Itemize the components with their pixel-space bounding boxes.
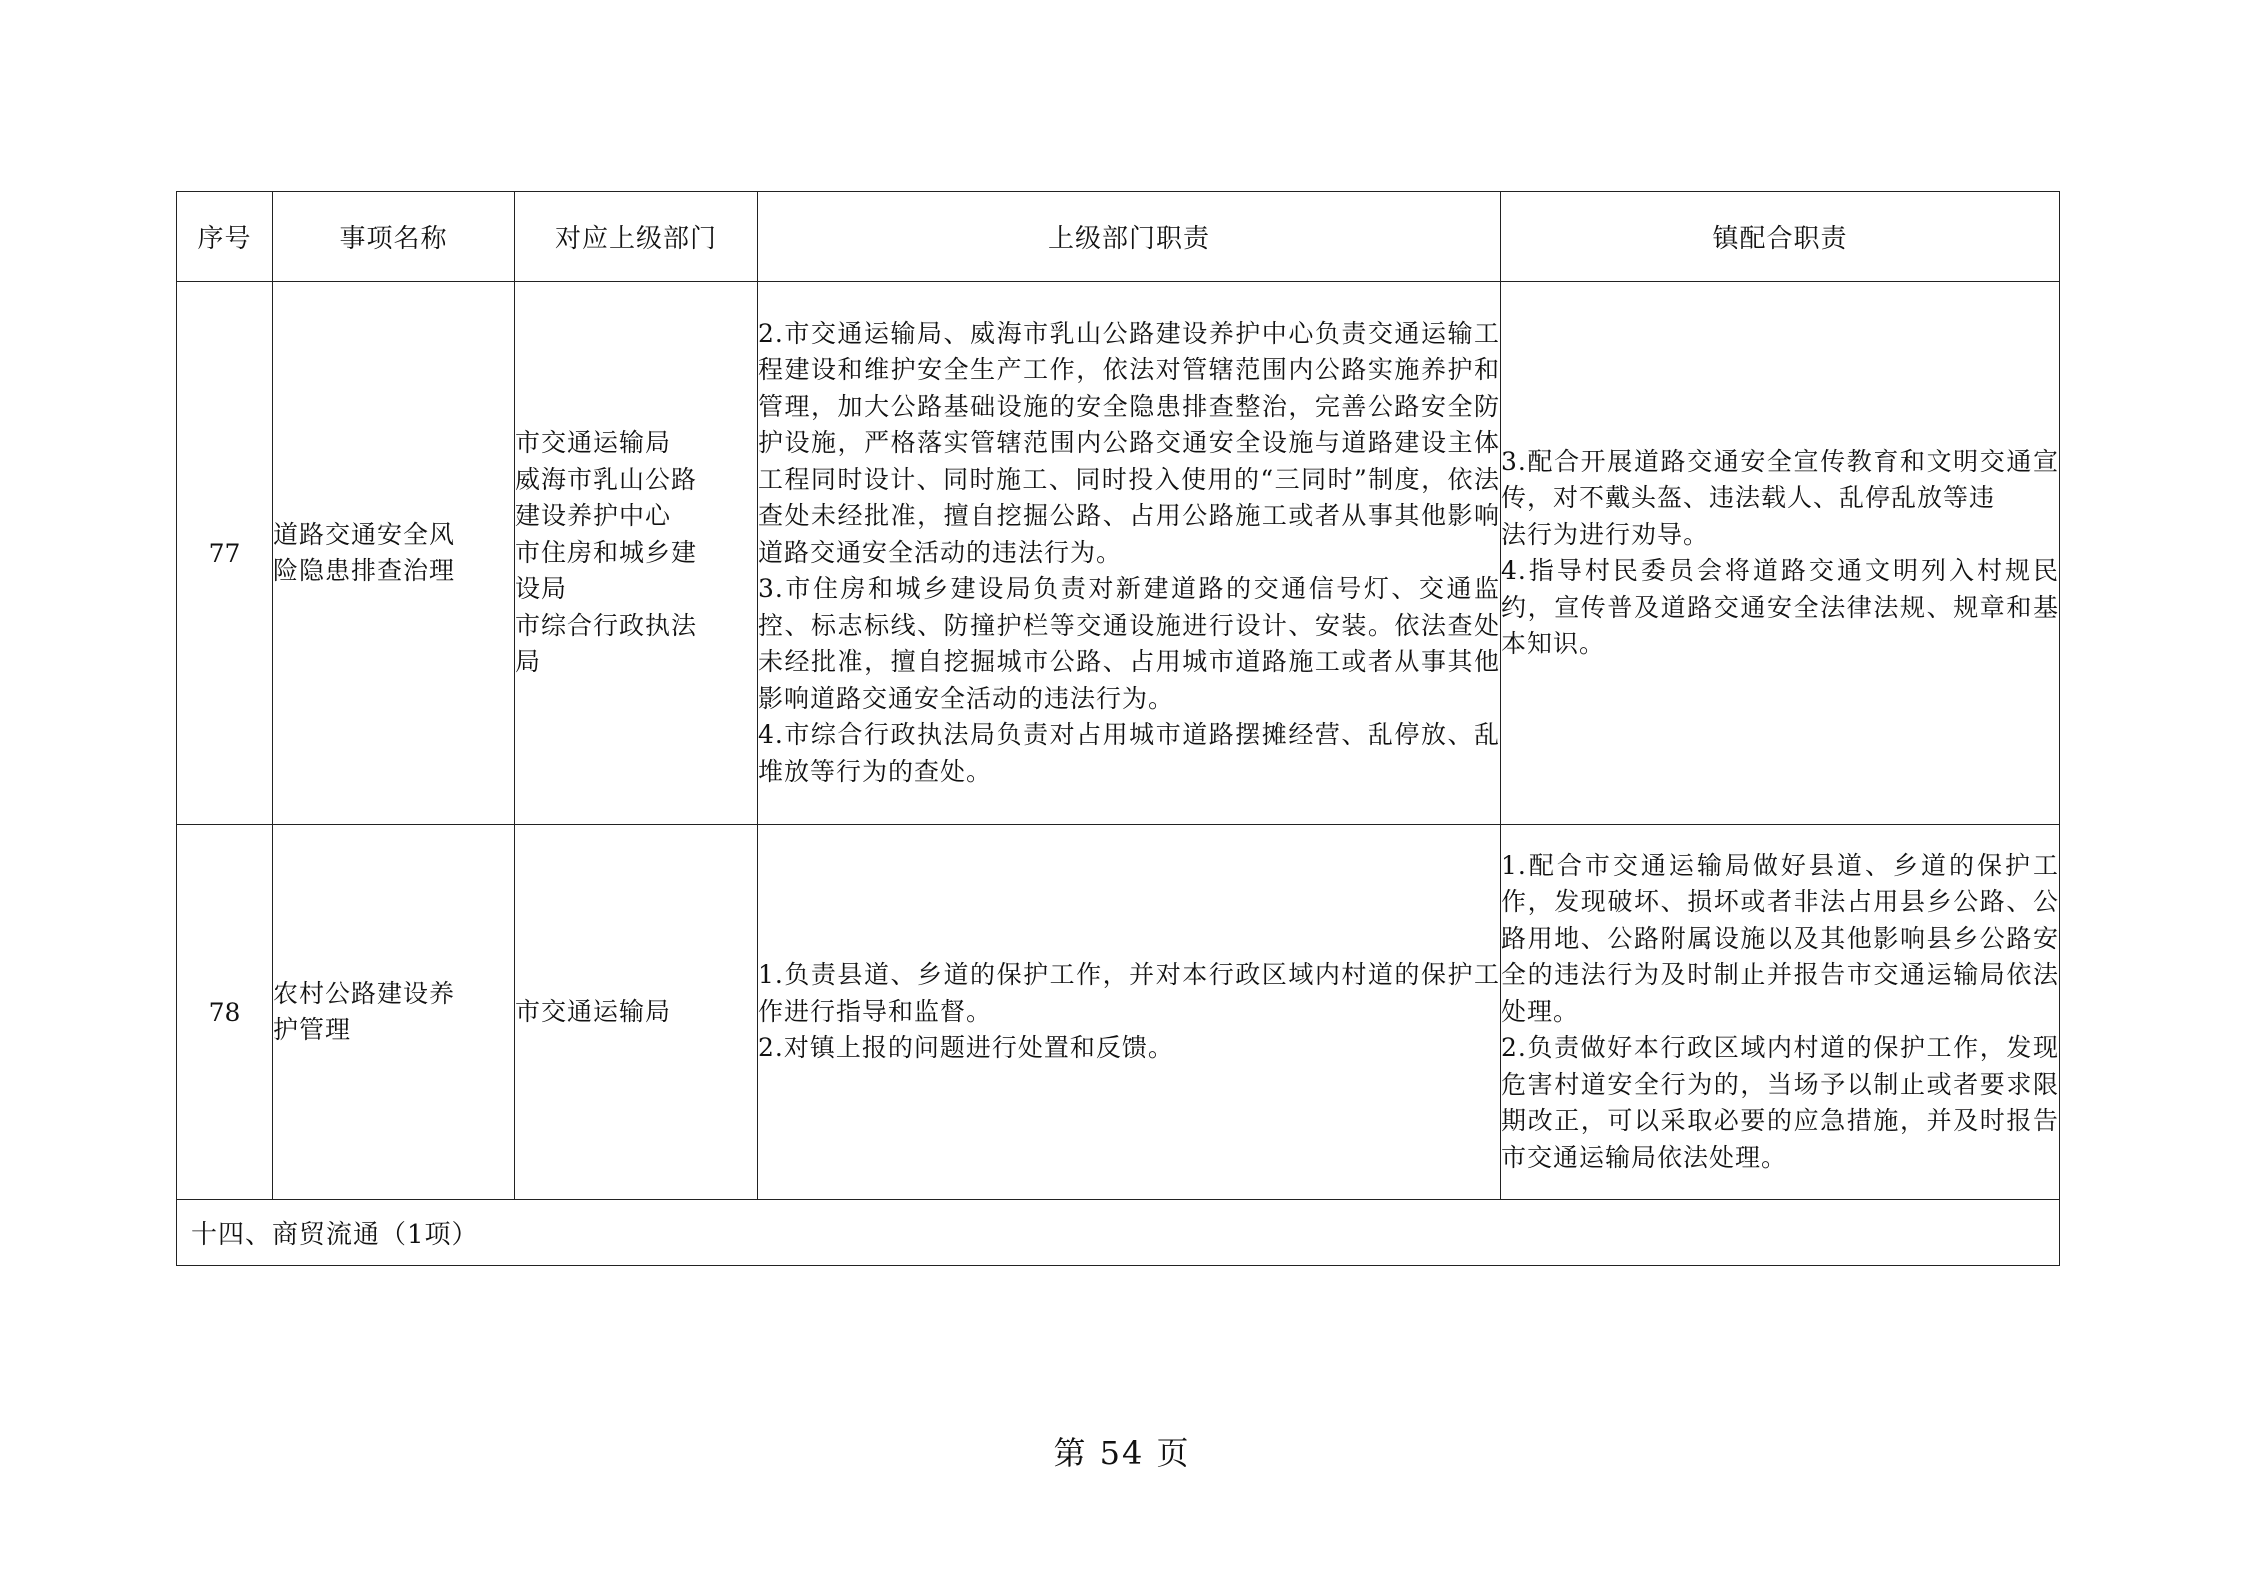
section-heading-row [177, 1200, 2060, 1266]
row-number: 77 [177, 282, 273, 825]
row-number: 78 [177, 825, 273, 1200]
duty-paragraph: 1.配合市交通运输局做好县道、乡道的保护工作，发现破坏、损坏或者非法占用县乡公路、公路用地、公路附属设施以及其他影响县乡公路安全的违法行为及时制止并报告市交通运输局依法处理。 [1501, 850, 2059, 1026]
department-line: 市住房和城乡建 [515, 537, 698, 567]
duty-paragraph: 法行为进行劝导。 [1501, 519, 1710, 549]
duty-paragraph: 3.市住房和城乡建设局负责对新建道路的交通信号灯、交通监控、标志标线、防撞护栏等交通设施进行设计、安装。依法查处未经批准，擅自挖掘城市公路、占用城市道路施工或者从事其他影响道路交通安全活动的违法行为。 [758, 574, 1500, 713]
department-line: 建设养护中心 [515, 501, 672, 531]
department-line: 市综合行政执法 [515, 610, 698, 640]
department-line: 威海市乳山公路 [515, 464, 698, 494]
item-name-line: 险隐患排查治理 [273, 556, 456, 585]
section-heading: 十四、商贸流通（1项） [177, 1200, 2060, 1266]
town-duties [1501, 825, 2060, 1200]
duty-paragraph: 2.对镇上报的问题进行处置和反馈。 [758, 1033, 1174, 1063]
table-header-row [177, 192, 2060, 282]
department-line: 局 [515, 647, 542, 677]
header-superior-duties: 上级部门职责 [758, 192, 1501, 282]
header-item-name: 事项名称 [273, 192, 515, 282]
department-line: 市交通运输局 [515, 428, 672, 458]
duty-paragraph: 2.市交通运输局、威海市乳山公路建设养护中心负责交通运输工程建设和维护安全生产工作，依法对管辖范围内公路实施养护和管理，加大公路基础设施的安全隐患排查整治，完善公路安全防护设施，严格落实管辖范围内公路交通安全设施与道路建设主体工程同时设计、同时施工、同时投入使用的“三同时”制度，依法查处未经批准，擅自挖掘公路、占用公路施工或者从事其他影响道路交通安全活动的违法行为。 [758, 318, 1500, 567]
page-number: 第 54 页 [1053, 1434, 1191, 1472]
duty-paragraph: 3.配合开展道路交通安全宣传教育和文明交通宣传，对不戴头盔、违法载人、乱停乱放等违 [1501, 446, 2059, 512]
item-name-line: 护管理 [273, 1015, 352, 1044]
item-name-line: 道路交通安全风 [273, 519, 456, 549]
header-superior-department: 对应上级部门 [515, 192, 758, 282]
superior-departments [515, 825, 758, 1200]
town-duties [1501, 282, 2060, 825]
item-name-line: 农村公路建设养 [273, 978, 456, 1008]
duty-paragraph: 4.市综合行政执法局负责对占用城市道路摆摊经营、乱停放、乱堆放等行为的查处。 [758, 720, 1500, 786]
header-town-duties: 镇配合职责 [1501, 192, 2060, 282]
superior-duties [758, 282, 1501, 825]
superior-duties [758, 825, 1501, 1200]
department-line: 设局 [515, 574, 568, 604]
header-number: 序号 [177, 192, 273, 282]
duty-paragraph: 1.负责县道、乡道的保护工作，并对本行政区域内村道的保护工作进行指导和监督。 [758, 960, 1500, 1026]
table-row [177, 282, 2060, 825]
duty-paragraph: 4.指导村民委员会将道路交通文明列入村规民约，宣传普及道路交通安全法律法规、规章和基本知识。 [1501, 556, 2059, 658]
duty-paragraph: 2.负责做好本行政区域内村道的保护工作，发现危害村道安全行为的，当场予以制止或者要求限期改正，可以采取必要的应急措施，并及时报告市交通运输局依法处理。 [1501, 1033, 2059, 1172]
table-row [177, 825, 2060, 1200]
item-name [273, 825, 515, 1200]
superior-departments [515, 282, 758, 825]
item-name [273, 282, 515, 825]
duties-table [176, 191, 2060, 1266]
department-line: 市交通运输局 [515, 996, 672, 1026]
